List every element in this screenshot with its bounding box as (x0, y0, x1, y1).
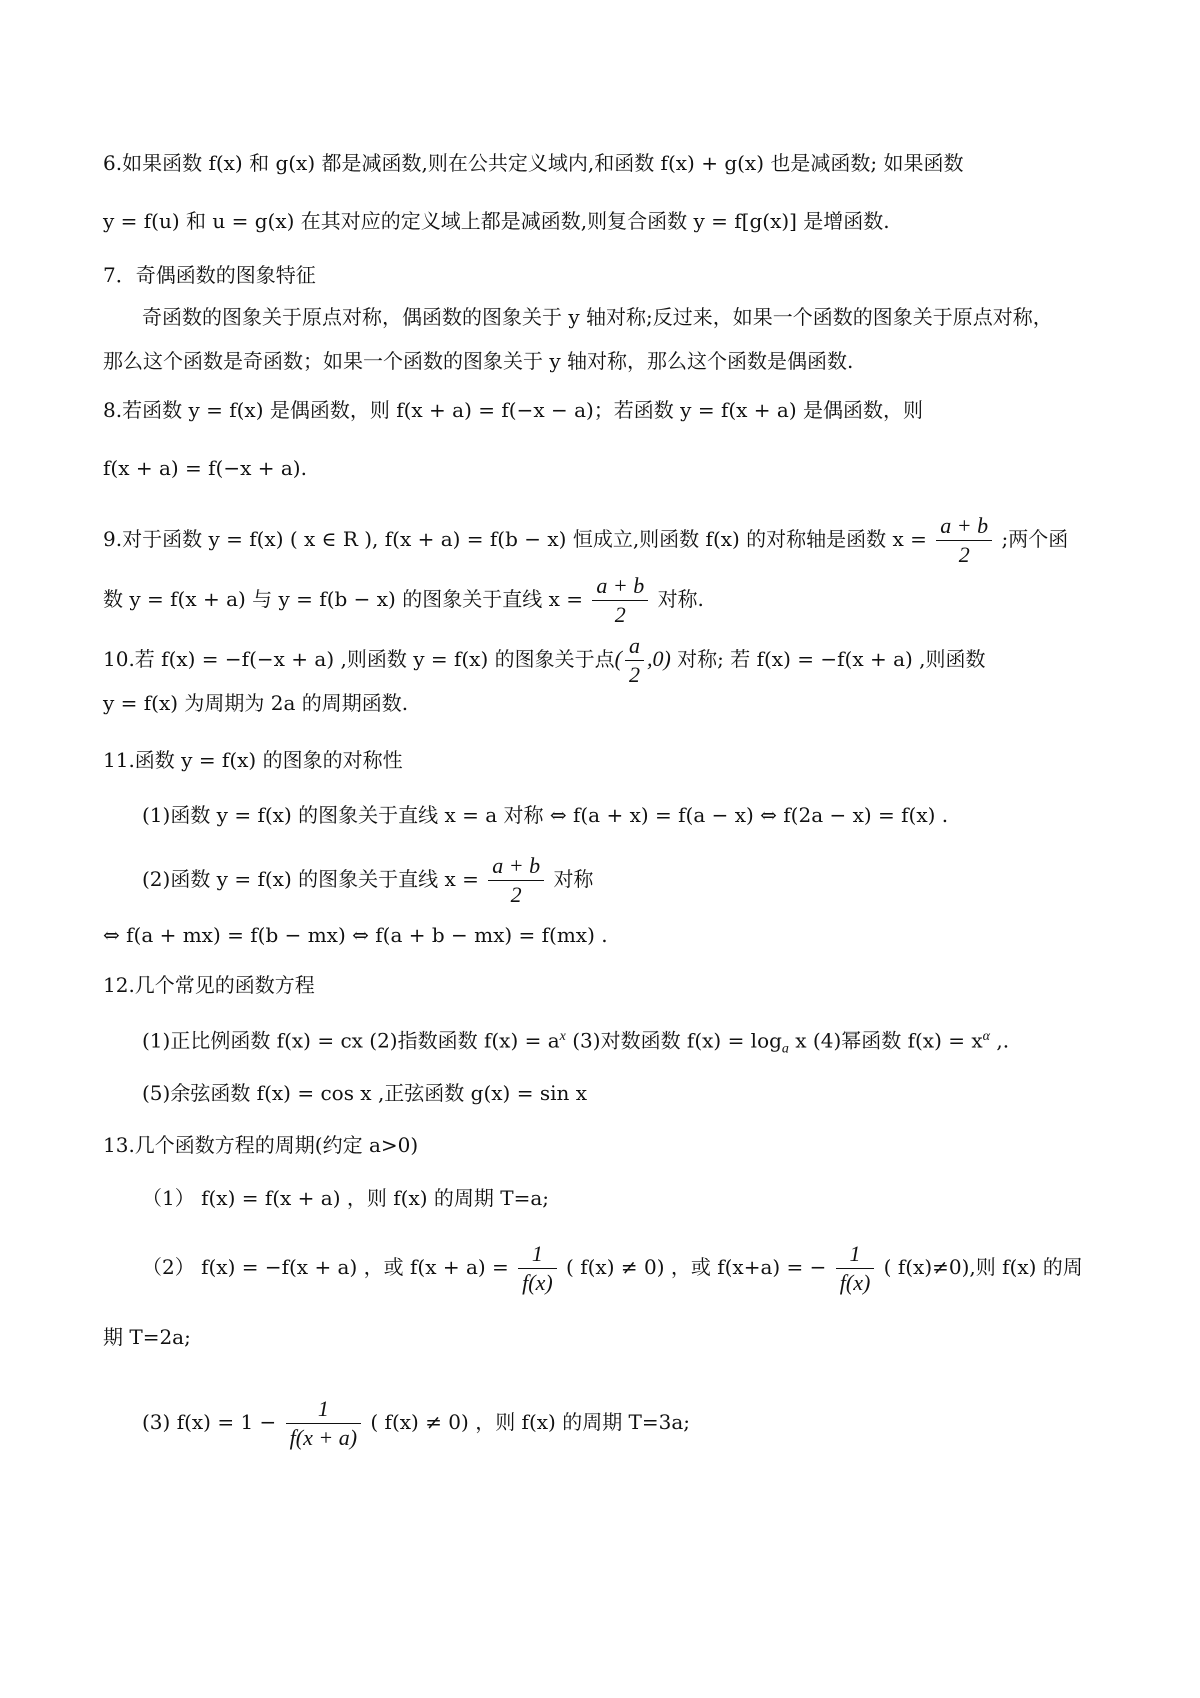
item-8-line-2: f(x + a) = f(−x + a). (103, 456, 307, 480)
item-10-line-1: 10.若 f(x) = −f(−x + a) ,则函数 y = f(x) 的图象关于点( $\frac{a}{2}$ ,0) 对称; 若 f(x) = −f(x + a) ,则函数 (103, 633, 986, 687)
item-12-line-1: (1)正比例函数 f(x) = cx (2)指数函数 $f(x) = a^x$ (3)对数函数 $f(x) = \log_a x$ (4)幂函数 $f(x) = x^\alpha$ ,. (142, 1028, 1010, 1057)
item-11-point-1: (1)函数 y = f(x) 的图象关于直线 x = a 对称 ⇔ f(a + x) = f(a − x) ⇔ f(2a − x) = f(x) . (142, 803, 949, 827)
item-13-heading: 13.几个函数方程的周期(约定 a>0) (103, 1133, 419, 1157)
item-10-line-2: y = f(x) 为周期为 2a 的周期函数. (103, 691, 409, 715)
item-7-line-1: 奇函数的图象关于原点对称，偶函数的图象关于 y 轴对称;反过来，如果一个函数的图象关于原点对称， (142, 305, 1053, 329)
item-13-case-3: (3) f(x) = 1 − $\frac{1}{f(x + a)}$ ( f(x) ≠ 0) ，则 f(x) 的周期 T=3a; (142, 1396, 691, 1450)
fraction-a-plus-b-over-2: $\frac{a + b}{2}$ (592, 572, 648, 629)
item-11-heading: 11.函数 y = f(x) 的图象的对称性 (103, 748, 403, 772)
fraction-1-over-fx: $\frac{1}{f(x)}$ (836, 1240, 875, 1297)
item-8-line-1: 8.若函数 y = f(x) 是偶函数，则 f(x + a) = f(−x − a)；若函数 y = f(x + a) 是偶函数，则 (103, 398, 923, 422)
item-11-point-2: (2)函数 y = f(x) 的图象关于直线 x = $\frac{a + b}{2}$ 对称 (142, 853, 594, 907)
fraction-a-plus-b-over-2: $\frac{a + b}{2}$ (936, 512, 992, 569)
item-6-line-2: y = f(u) 和 u = g(x) 在其对应的定义域上都是减函数,则复合函数 y = f[g(x)] 是增函数. (103, 209, 890, 233)
item-7-heading: 7．奇偶函数的图象特征 (103, 263, 316, 287)
fraction-1-over-fx: $\frac{1}{f(x)}$ (518, 1240, 557, 1297)
fraction-a-plus-b-over-2: $\frac{a + b}{2}$ (488, 852, 544, 909)
fraction-1-over-fxa: $\frac{1}{f(x + a)}$ (286, 1395, 361, 1452)
item-12-heading: 12.几个常见的函数方程 (103, 973, 315, 997)
item-7-line-2: 那么这个函数是奇函数；如果一个函数的图象关于 y 轴对称，那么这个函数是偶函数. (103, 349, 854, 373)
item-9-line-1: 9.对于函数 y = f(x) ( x ∈ R ), f(x + a) = f(b − x) 恒成立,则函数 f(x) 的对称轴是函数 x = $\frac{a + b}{2}$ ;两个函 (103, 513, 1069, 567)
item-13-case-1: （1） f(x) = f(x + a) ，则 f(x) 的周期 T=a; (142, 1186, 550, 1210)
item-6-line-1: 6.如果函数 f(x) 和 g(x) 都是减函数,则在公共定义域内,和函数 f(x) + g(x) 也是减函数; 如果函数 (103, 151, 964, 175)
item-9-line-2: 数 y = f(x + a) 与 y = f(b − x) 的图象关于直线 x = $\frac{a + b}{2}$ 对称. (103, 573, 704, 627)
item-11-point-2-cont: ⇔ f(a + mx) = f(b − mx) ⇔ f(a + b − mx) = f(mx) . (103, 923, 608, 947)
fraction-a-over-2: $\frac{a}{2}$ (625, 632, 644, 689)
item-13-case-2-cont: 期 T=2a; (103, 1325, 191, 1349)
item-12-line-2: (5)余弦函数 f(x) = cos x ,正弦函数 g(x) = sin x (142, 1081, 587, 1105)
item-13-case-2: （2） f(x) = −f(x + a) ，或 f(x + a) = $\frac{1}{f(x)}$ ( f(x) ≠ 0) ，或 f(x+a) = − $\frac{1}{f(x)}$ ( f(x)≠0),则 f(x) 的周 (142, 1241, 1083, 1295)
